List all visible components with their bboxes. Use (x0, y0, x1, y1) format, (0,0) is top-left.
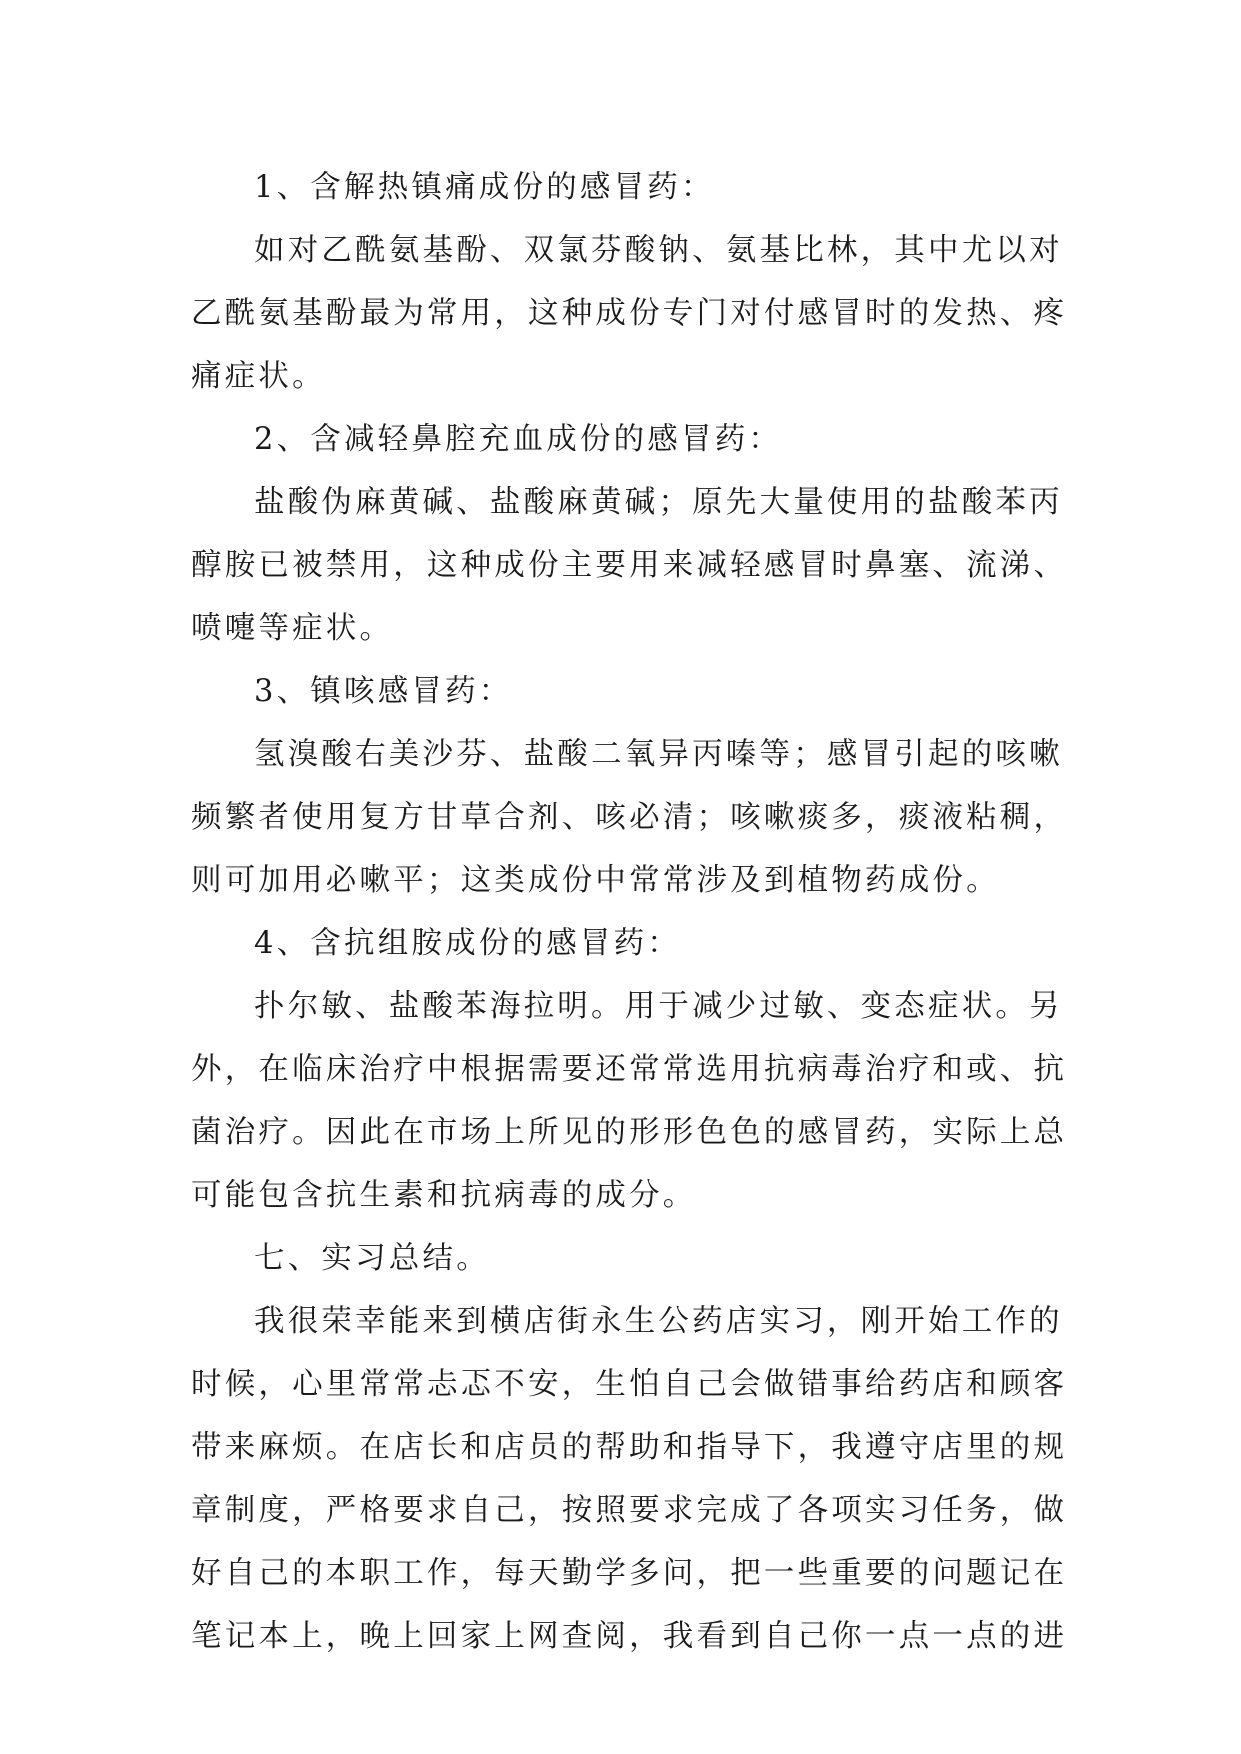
heading-antitussive: 3、镇咳感冒药： (254, 674, 513, 709)
text-line: 喷嚏等症状。 (191, 611, 394, 646)
heading-antipyretic: 1、含解热镇痛成份的感冒药： (254, 170, 715, 205)
text-line: 笔记本上，晚上回家上网查阅，我看到自己你一点一点的进 (191, 1619, 1068, 1654)
text-line: 菌治疗。因此在市场上所见的形形色色的感冒药，实际上总 (191, 1115, 1068, 1150)
document-body (191, 156, 1068, 1668)
text-line: 盐酸伪麻黄碱、盐酸麻黄碱；原先大量使用的盐酸苯丙 (254, 485, 1063, 520)
text-line: 可能包含抗生素和抗病毒的成分。 (191, 1178, 697, 1213)
text-line: 如对乙酰氨基酚、双氯芬酸钠、氨基比林，其中尤以对 (254, 233, 1063, 268)
text-line: 乙酰氨基酚最为常用，这种成份专门对付感冒时的发热、疼 (191, 296, 1068, 331)
text-line: 时候，心里常常忐忑不安，生怕自己会做错事给药店和顾客 (191, 1367, 1068, 1402)
heading-antihistamine: 4、含抗组胺成份的感冒药： (254, 926, 682, 961)
text-line: 频繁者使用复方甘草合剂、咳必清；咳嗽痰多，痰液粘稠， (191, 800, 1068, 835)
heading-decongestant: 2、含减轻鼻腔充血成份的感冒药： (254, 422, 783, 457)
text-line: 氢溴酸右美沙芬、盐酸二氧异丙嗪等；感冒引起的咳嗽 (254, 737, 1063, 772)
text-line: 章制度，严格要求自己，按照要求完成了各项实习任务，做 (191, 1493, 1068, 1528)
text-line: 外，在临床治疗中根据需要还常常选用抗病毒治疗和或、抗 (191, 1052, 1068, 1087)
text-line: 好自己的本职工作，每天勤学多问，把一些重要的问题记在 (191, 1556, 1068, 1591)
text-line: 痛症状。 (191, 359, 326, 394)
text-line: 扑尔敏、盐酸苯海拉明。用于减少过敏、变态症状。另 (254, 989, 1063, 1024)
text-line: 则可加用必嗽平；这类成份中常常涉及到植物药成份。 (191, 863, 1000, 898)
text-line: 带来麻烦。在店长和店员的帮助和指导下，我遵守店里的规 (191, 1430, 1068, 1465)
heading-internship-summary: 七、实习总结。 (254, 1241, 490, 1276)
text-line: 醇胺已被禁用，这种成份主要用来减轻感冒时鼻塞、流涕、 (191, 548, 1068, 583)
text-line: 我很荣幸能来到横店街永生公药店实习，刚开始工作的 (254, 1304, 1063, 1339)
